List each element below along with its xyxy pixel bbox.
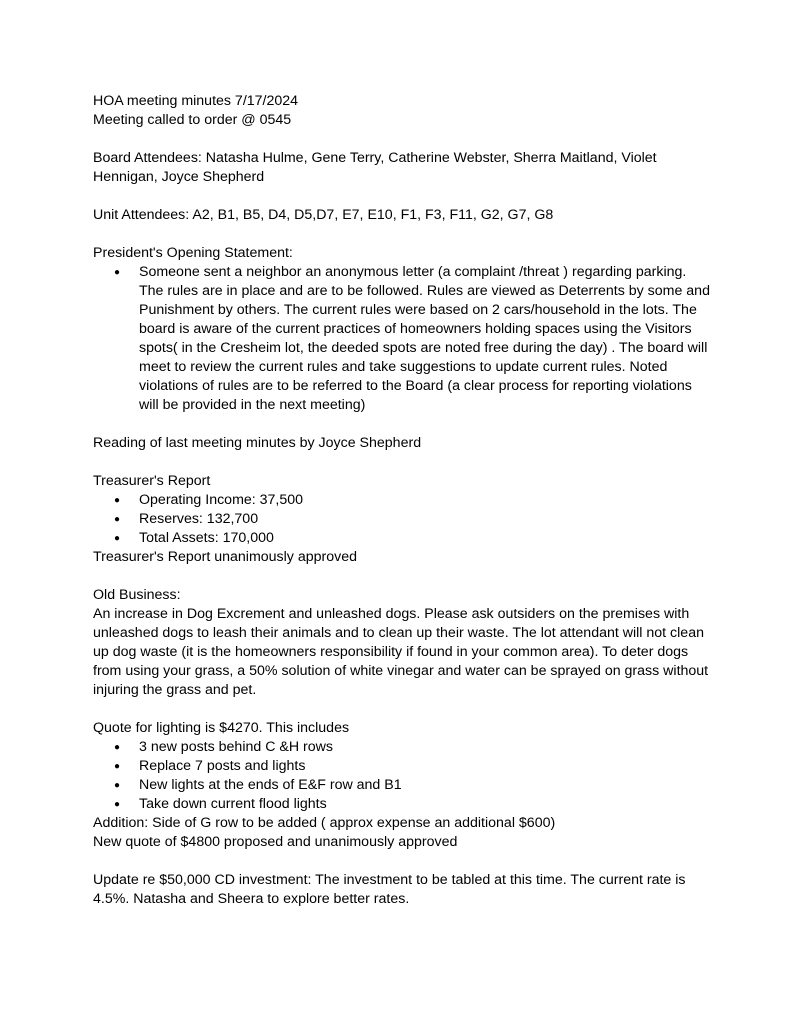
spacer <box>93 852 713 871</box>
spacer <box>93 567 713 586</box>
treasurer-list-item: ● Reserves: 132,700 <box>139 510 713 529</box>
spacer <box>93 700 713 719</box>
meeting-minutes-document <box>93 92 713 909</box>
president-list-item: ● Someone sent a neighbor an anonymous letter (a complaint /threat ) regarding parking. The rules are in place and are to be followed. Rules are viewed as Deterrents by some and Punishment by others. The current rules were based on 2 cars/household in the lots. The board is aware of the current practices of homeowners holding spaces using the Visitors spots( in the Cresheim lot, the deeded spots are noted free during the day) . The board will meet to review the current rules and take suggestions to update current rules. Noted violations of rules are to be referred to the Board (a clear process for reporting violations will be provided in the next meeting) <box>139 263 713 415</box>
treasurer-heading: Treasurer's Report <box>93 473 211 489</box>
cd-investment-update-text: Update re $50,000 CD investment: The investment to be tabled at this time. The current rate is 4.5%. Natasha and Sheera to explore better rates. <box>93 872 686 907</box>
document-title: HOA meeting minutes 7/17/2024 <box>93 93 299 109</box>
treasurer-list-item: ● Operating Income: 37,500 <box>139 491 713 510</box>
lighting-list-item: ● Take down current flood lights <box>139 795 713 814</box>
board-attendees-text: Board Attendees: Natasha Hulme, Gene Terry, Catherine Webster, Sherra Maitland, Violet Hennigan, Joyce Shepherd <box>93 150 657 185</box>
lighting-new-quote-text: New quote of $4800 proposed and unanimously approved <box>93 834 458 850</box>
spacer <box>93 187 713 206</box>
old-business-body: An increase in Dog Excrement and unleashed dogs. Please ask outsiders on the premises with unleashed dogs to leash their animals and to clean up their waste. The lot attendant will not clean up dog waste (it is the homeowners responsibility if found in your common area). To deter dogs from using your grass, a 50% solution of white vinegar and water can be sprayed on grass without injuring the grass and pet. <box>93 606 709 698</box>
spacer <box>93 453 713 472</box>
lighting-list-item: ● Replace 7 posts and lights <box>139 757 713 776</box>
spacer <box>93 130 713 149</box>
lighting-heading: Quote for lighting is $4270. This includes <box>93 720 350 736</box>
treasurer-approval-text: Treasurer's Report unanimously approved <box>93 549 357 565</box>
president-heading: President's Opening Statement: <box>93 245 293 261</box>
president-list <box>93 263 713 415</box>
unit-attendees-text: Unit Attendees: A2, B1, B5, D4, D5,D7, E7, E10, F1, F3, F11, G2, G7, G8 <box>93 207 554 223</box>
reading-minutes-text: Reading of last meeting minutes by Joyce Shepherd <box>93 435 422 451</box>
lighting-list-item: ● 3 new posts behind C &H rows <box>139 738 713 757</box>
spacer <box>93 415 713 434</box>
spacer <box>93 225 713 244</box>
old-business-heading: Old Business: <box>93 587 181 603</box>
treasurer-list-item: ● Total Assets: 170,000 <box>139 529 713 548</box>
lighting-list-item: ● New lights at the ends of E&F row and B1 <box>139 776 713 795</box>
treasurer-list <box>93 491 713 548</box>
lighting-addition-text: Addition: Side of G row to be added ( approx expense an additional $600) <box>93 815 556 831</box>
lighting-list <box>93 738 713 814</box>
called-to-order-text: Meeting called to order @ 0545 <box>93 112 292 128</box>
